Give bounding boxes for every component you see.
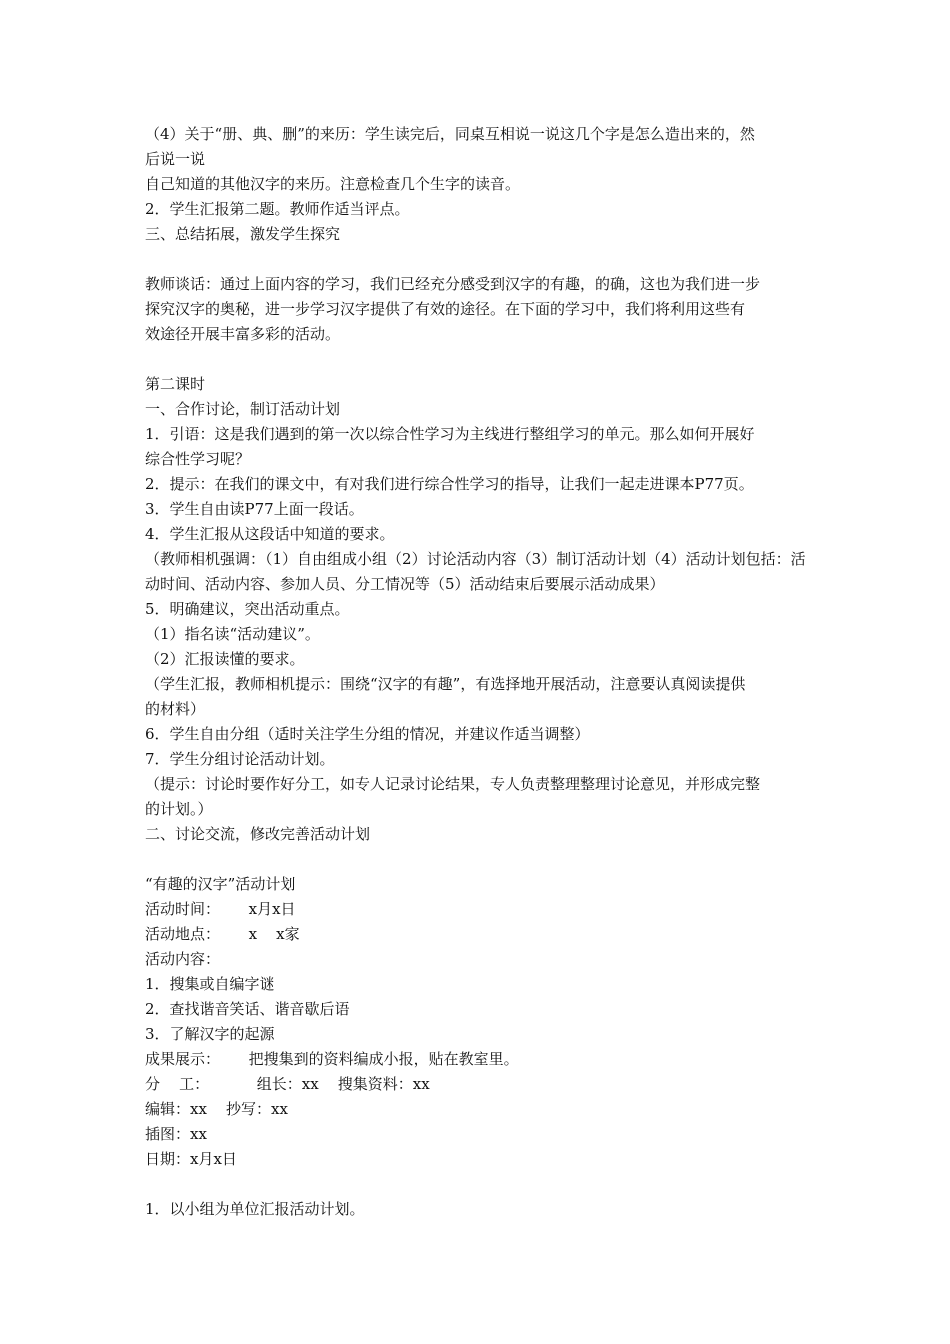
blank-line bbox=[145, 347, 810, 372]
plan-results: 成果展示： 把搜集到的资料编成小报，贴在教室里。 bbox=[145, 1050, 519, 1068]
plan-content-label: 活动内容： bbox=[145, 950, 221, 968]
text-line: 的计划。） bbox=[145, 800, 213, 818]
plan-date: 日期：x月x日 bbox=[145, 1150, 237, 1168]
text-line: 综合性学习呢？ bbox=[145, 450, 251, 468]
text-line: 3．学生自由读P77上面一段话。 bbox=[145, 500, 364, 518]
plan-editors: 编辑：xx 抄写：xx bbox=[145, 1100, 288, 1118]
section-heading: 二、讨论交流，修改完善活动计划 bbox=[145, 825, 371, 843]
text-line: 6．学生自由分组（适时关注学生分组的情况，并建议作适当调整） bbox=[145, 725, 590, 743]
section-heading: 三、总结拓展，激发学生探究 bbox=[145, 225, 341, 243]
text-line: 1．以小组为单位汇报活动计划。 bbox=[145, 1200, 365, 1218]
blank-line bbox=[145, 1172, 810, 1197]
text-line: 的材料） bbox=[145, 700, 206, 718]
text-line: 4．学生汇报从这段话中知道的要求。 bbox=[145, 525, 395, 543]
text-line: （1）指名读“活动建议”。 bbox=[145, 625, 320, 643]
text-line: （4）关于“册、典、删”的来历：学生读完后，同桌互相说一说这几个字是怎么造出来的，然 bbox=[145, 125, 755, 143]
plan-title: “有趣的汉字”活动计划 bbox=[145, 875, 296, 893]
plan-illustration: 插图：xx bbox=[145, 1125, 207, 1143]
text-line: 后说一说 bbox=[145, 150, 206, 168]
blank-line bbox=[145, 247, 810, 272]
plan-division: 分 工： 组长：xx 搜集资料：xx bbox=[145, 1075, 430, 1093]
text-line: 效途径开展丰富多彩的活动。 bbox=[145, 325, 341, 343]
text-line: 自己知道的其他汉字的来历。注意检查几个生字的读音。 bbox=[145, 175, 521, 193]
text-line: （2）汇报读懂的要求。 bbox=[145, 650, 305, 668]
text-line: 7．学生分组讨论活动计划。 bbox=[145, 750, 335, 768]
blank-line bbox=[145, 847, 810, 872]
text-line: 教师谈话：通过上面内容的学习，我们已经充分感受到汉字的有趣，的确，这也为我们进一步 bbox=[145, 275, 761, 293]
lesson-heading: 第二课时 bbox=[145, 375, 206, 393]
text-line: 探究汉字的奥秘，进一步学习汉字提供了有效的途径。在下面的学习中，我们将利用这些有 bbox=[145, 300, 746, 318]
text-line: （提示：讨论时要作好分工，如专人记录讨论结果，专人负责整理整理讨论意见，并形成完整 bbox=[145, 775, 761, 793]
section-heading: 一、合作讨论，制订活动计划 bbox=[145, 400, 341, 418]
text-line: 1．引语：这是我们遇到的第一次以综合性学习为主线进行整组学习的单元。那么如何开展好 bbox=[145, 425, 755, 443]
text-line: 2．提示：在我们的课文中，有对我们进行综合性学习的指导，让我们一起走进课本P77页。 bbox=[145, 475, 754, 493]
plan-time: 活动时间： x月x日 bbox=[145, 900, 296, 918]
plan-content-item: 1．搜集或自编字谜 bbox=[145, 975, 275, 993]
text-line: 动时间、活动内容、参加人员、分工情况等（5）活动结束后要展示活动成果） bbox=[145, 575, 665, 593]
plan-content-item: 3．了解汉字的起源 bbox=[145, 1025, 275, 1043]
text-line: 5．明确建议，突出活动重点。 bbox=[145, 600, 350, 618]
text-line: 2．学生汇报第二题。教师作适当评点。 bbox=[145, 200, 410, 218]
document-body bbox=[145, 122, 810, 1222]
plan-location: 活动地点： x x家 bbox=[145, 925, 300, 943]
plan-content-item: 2．查找谐音笑话、谐音歇后语 bbox=[145, 1000, 350, 1018]
text-line: （教师相机强调：（1）自由组成小组（2）讨论活动内容（3）制订活动计划（4）活动计划包括：活 bbox=[145, 550, 806, 568]
text-line: （学生汇报，教师相机提示：围绕“汉字的有趣”，有选择地开展活动，注意要认真阅读提供 bbox=[145, 675, 746, 693]
